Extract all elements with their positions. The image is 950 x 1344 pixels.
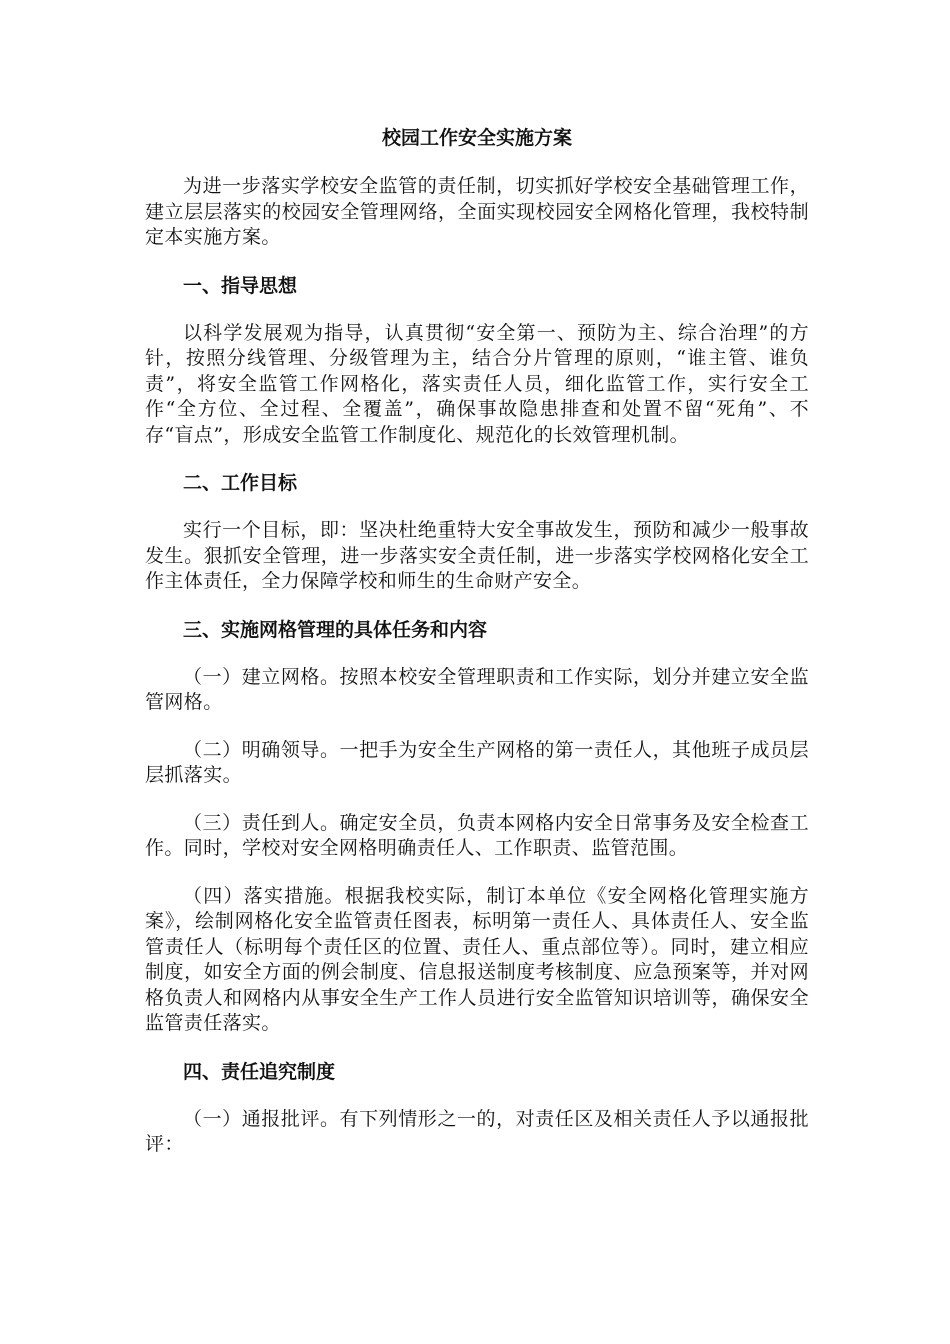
section-heading-grid-management-tasks: 三、实施网格管理的具体任务和内容 bbox=[183, 618, 488, 641]
section-paragraph: 实行一个目标，即：坚决杜绝重特大安全事故发生，预防和减少一般事故发生。狠抓安全管理，进一步落实安全责任制，进一步落实学校网格化安全工作主体责任，全力保障学校和师生的生命财产安全。 bbox=[145, 519, 809, 592]
section-heading-guiding-ideology: 一、指导思想 bbox=[183, 274, 298, 297]
section-paragraph: 以科学发展观为指导，认真贯彻“安全第一、预防为主、综合治理”的方针，按照分线管理、分级管理为主，结合分片管理的原则，“谁主管、谁负责”，将安全监管工作网格化，落实责任人员，细化监管工作，实行安全工作“全方位、全过程、全覆盖”，确保事故隐患排查和处置不留“死角”、不存“盲点”，形成安全监管工作制度化、规范化的长效管理机制。 bbox=[145, 321, 809, 446]
section-paragraph: （四）落实措施。根据我校实际，制订本单位《安全网格化管理实施方案》，绘制网格化安全监管责任图表，标明第一责任人、具体责任人、安全监管责任人（标明每个责任区的位置、责任人、重点部位等）。同时，建立相应制度，如安全方面的例会制度、信息报送制度考核制度、应急预案等，并对网格负责人和网格内从事安全生产工作人员进行安全监管知识培训等，确保安全监管责任落实。 bbox=[145, 884, 809, 1034]
document-title: 校园工作安全实施方案 bbox=[381, 127, 572, 149]
section-paragraph: （一）建立网格。按照本校安全管理职责和工作实际，划分并建立安全监管网格。 bbox=[145, 665, 809, 713]
section-paragraph: （一）通报批评。有下列情形之一的，对责任区及相关责任人予以通报批评： bbox=[145, 1107, 809, 1155]
section-heading-accountability: 四、责任追究制度 bbox=[183, 1060, 336, 1083]
section-paragraph: （三）责任到人。确定安全员，负责本网格内安全日常事务及安全检查工作。同时，学校对安全网格明确责任人、工作职责、监管范围。 bbox=[145, 811, 809, 859]
section-paragraph: （二）明确领导。一把手为安全生产网格的第一责任人，其他班子成员层层抓落实。 bbox=[145, 738, 809, 786]
section-heading-work-goals: 二、工作目标 bbox=[183, 472, 298, 494]
document-page bbox=[145, 124, 809, 1180]
intro-paragraph: 为进一步落实学校安全监管的责任制，切实抓好学校安全基础管理工作，建立层层落实的校园安全管理网络，全面实现校园安全网格化管理，我校特制定本实施方案。 bbox=[145, 175, 809, 248]
